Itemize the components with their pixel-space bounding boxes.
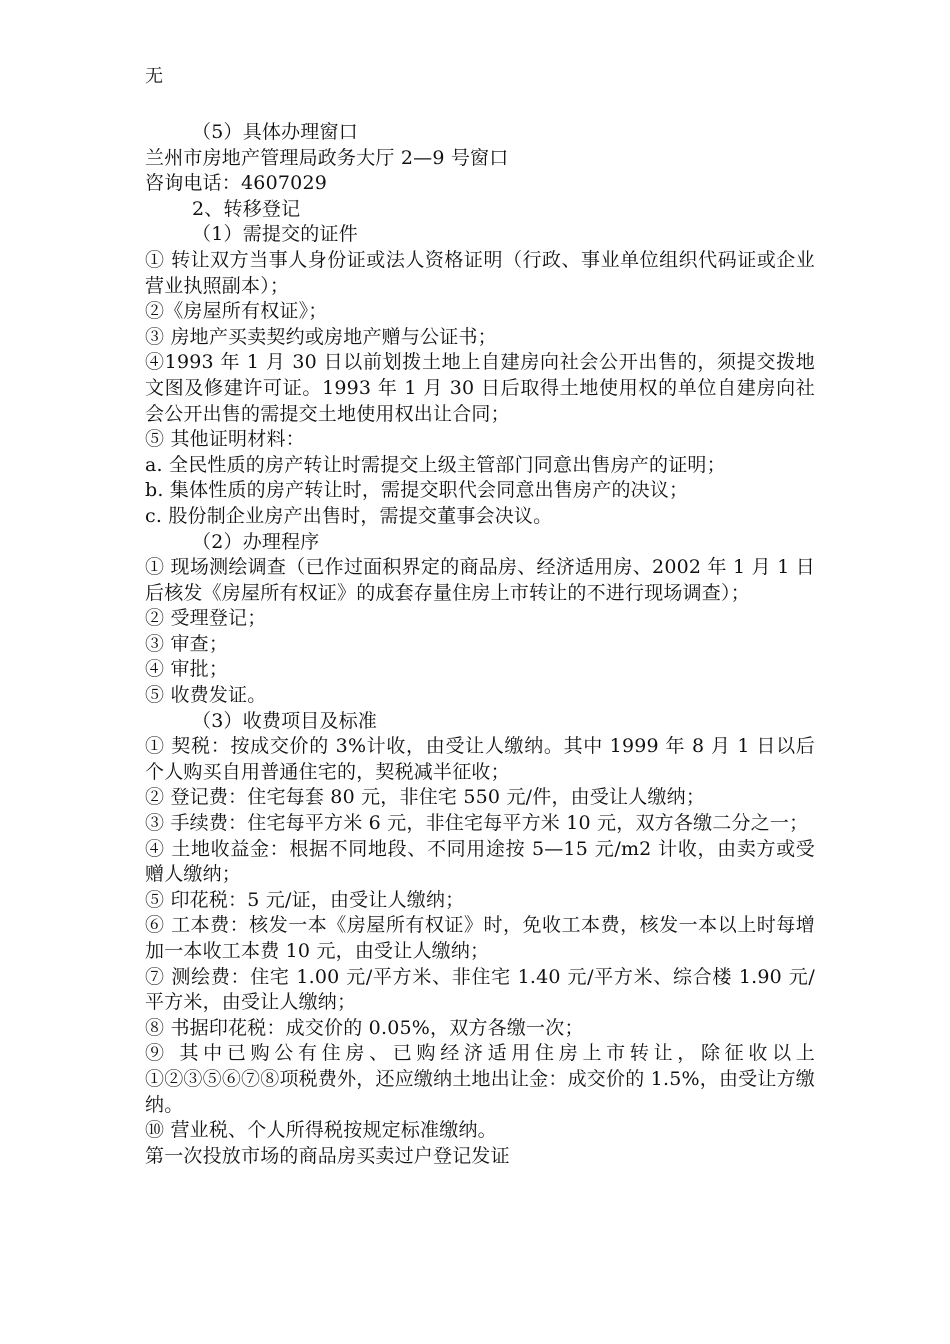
- paragraph: 咨询电话：4607029: [145, 172, 328, 195]
- document-body: [145, 120, 815, 1169]
- paragraph: 兰州市房地产管理局政务大厅 2—9 号窗口: [145, 146, 509, 169]
- paragraph: ⑤ 其他证明材料：: [145, 428, 305, 451]
- paragraph: ⑧ 书据印花税：成交价的 0.05%，双方各缴一次；: [145, 1016, 584, 1039]
- paragraph: ① 现场测绘调查（已作过面积界定的商品房、经济适用房、2002 年 1 月 1 日后核发《房屋所有权证》的成套存量住房上市转让的不进行现场调查）；: [145, 556, 815, 604]
- section-heading: （2）办理程序: [192, 530, 320, 553]
- paragraph: ⑩ 营业税、个人所得税按规定标准缴纳。: [145, 1119, 497, 1142]
- paragraph: ③ 审查；: [145, 632, 229, 655]
- paragraph: ③ 房地产买卖契约或房地产赠与公证书；: [145, 325, 497, 348]
- paragraph: ⑥ 工本费：核发一本《房屋所有权证》时，免收工本费，核发一本以上时每增加一本收工本费 10 元，由受让人缴纳；: [145, 914, 815, 962]
- section-heading: （5）具体办理窗口: [192, 121, 358, 143]
- paragraph: b. 集体性质的房产转让时，需提交职代会同意出售房产的决议；: [145, 479, 689, 502]
- paragraph: ② 受理登记；: [145, 607, 267, 630]
- paragraph: 第一次投放市场的商品房买卖过户登记发证: [145, 1144, 510, 1167]
- paragraph: ⑤ 印花税：5 元/证，由受让人缴纳；: [145, 888, 465, 911]
- paragraph: ④1993 年 1 月 30 日以前划拨土地上自建房向社会公开出售的，须提交拨地文图及修建许可证。1993 年 1 月 30 日后取得土地使用权的单位自建房向社会公开出售的需提交土地使用权出让合同；: [145, 351, 815, 425]
- section-heading: （1）需提交的证件: [192, 223, 358, 246]
- section-heading: （3）收费项目及标准: [192, 709, 378, 732]
- paragraph: ③ 手续费：住宅每平方米 6 元，非住宅每平方米 10 元，双方各缴二分之一；: [145, 812, 809, 835]
- section-heading: 2、转移登记: [192, 197, 301, 220]
- paragraph: ② 登记费：住宅每套 80 元，非住宅 550 元/件，由受让人缴纳；: [145, 786, 706, 809]
- paragraph: ⑦ 测绘费：住宅 1.00 元/平方米、非住宅 1.40 元/平方米、综合楼 1.90 元/平方米，由受让人缴纳；: [145, 965, 815, 1014]
- paragraph: c. 股份制企业房产出售时，需提交董事会决议。: [145, 504, 553, 527]
- paragraph: ⑨ 其中已购公有住房、已购经济适用住房上市转让，除征收以上①②③⑤⑥⑦⑧项税费外，还应缴纳土地出让金：成交价的 1.5%，由受让方缴纳。: [145, 1042, 815, 1116]
- paragraph: ⑤ 收费发证。: [145, 684, 267, 707]
- paragraph: ① 转让双方当事人身份证或法人资格证明（行政、事业单位组织代码证或企业营业执照副本）；: [145, 248, 815, 297]
- paragraph: ②《房屋所有权证》；: [145, 300, 328, 323]
- paragraph: a. 全民性质的房产转让时需提交上级主管部门同意出售房产的证明；: [145, 453, 726, 476]
- paragraph: ④ 土地收益金：根据不同地段、不同用途按 5—15 元/m2 计收，由卖方或受赠人缴纳；: [145, 837, 815, 886]
- paragraph: ④ 审批；: [145, 658, 229, 681]
- paragraph: ① 契税：按成交价的 3%计收，由受让人缴纳。其中 1999 年 8 月 1 日以后个人购买自用普通住宅的，契税减半征收；: [145, 735, 815, 783]
- page-header-mark: 无: [145, 66, 163, 87]
